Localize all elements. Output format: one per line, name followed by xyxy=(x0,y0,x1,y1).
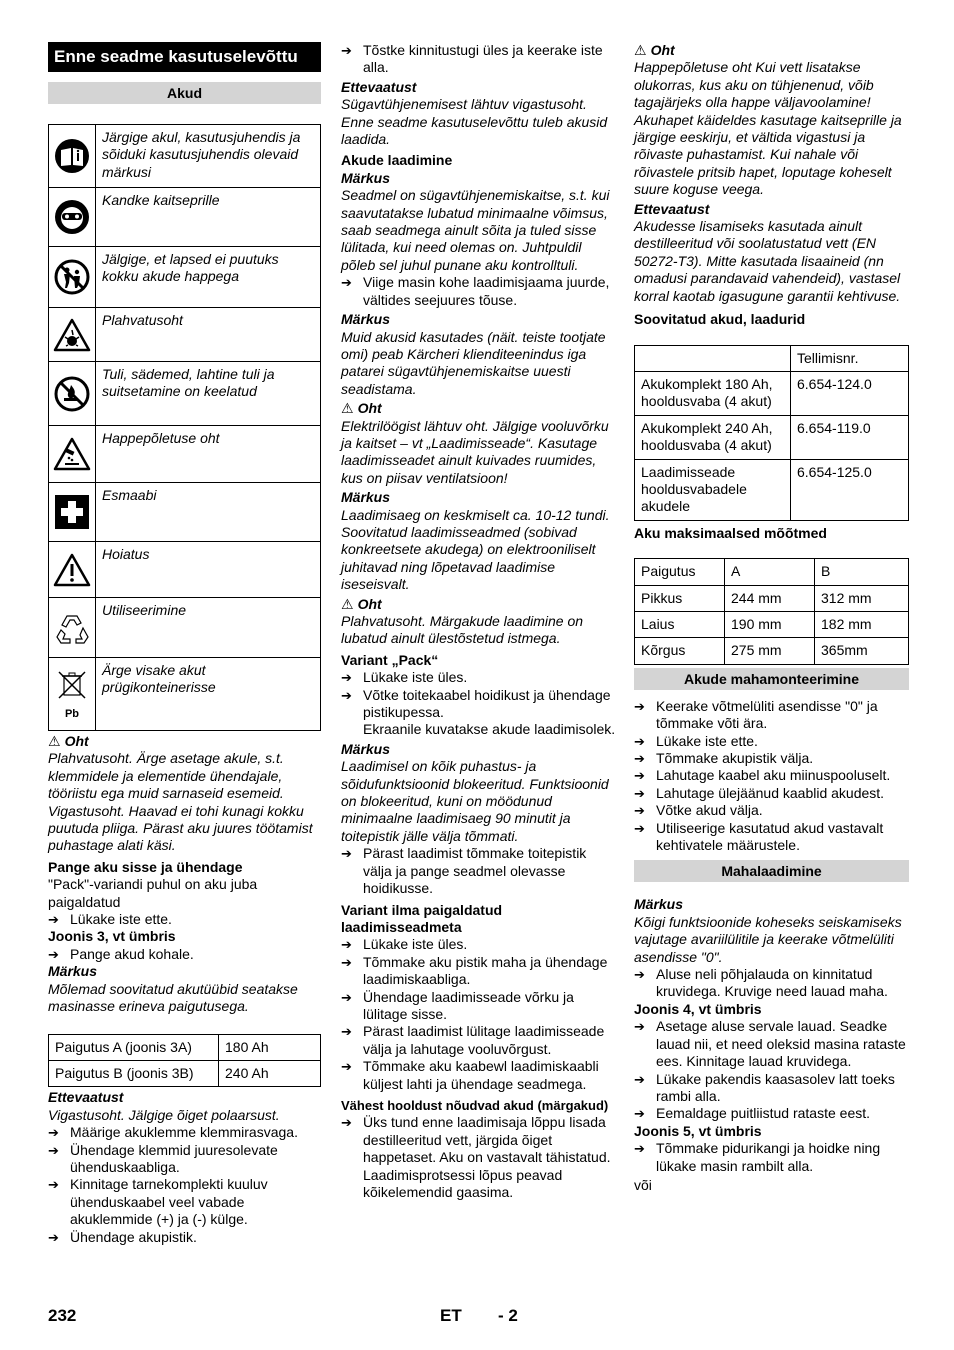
heading: Aku maksimaalsed mõõtmed xyxy=(634,524,827,541)
note-text: Kõigi funktsioonide koheseks seiskamiseks vajutage avariilülitile ja keerake võtmelüliti asendisse "0". xyxy=(634,913,902,965)
recycle-icon xyxy=(53,610,91,646)
symbol-row xyxy=(49,658,321,731)
section-akud: Akud xyxy=(48,82,321,104)
caution-label: Ettevaatust xyxy=(48,1089,124,1106)
step: ➔ Võtke akud välja. xyxy=(634,802,909,819)
note-label: Märkus xyxy=(341,169,391,186)
explosion-icon xyxy=(53,318,91,352)
manual-icon xyxy=(54,138,90,174)
section-mahalaadimine: Mahalaadimine xyxy=(634,860,909,882)
danger-text: Plahvatusoht. Ärge asetage akule, s.t. klemmidele ja elementide ühendajale, tööriistu ega muid sarnaseid esemeid. Vigastusoht. Haavad ei tohi kunagi kokku puutuda pliiga. Pärast aku juures töötamist puhastage alati käsi. xyxy=(48,750,313,854)
note-text: Seadmel on sügavtühjenemiskaitse, s.t. kui saavutatakse lubatud minimaalne võimsus, saab seadmega ainult sõita ja tuled sisse lülitada, kui need olemas on. Juhtpuldil põleb sel juhul punane aku kontrolltuli. xyxy=(341,187,610,273)
note-label: Märkus xyxy=(634,896,684,913)
heading: Variant „Pack“ xyxy=(341,651,439,668)
danger-text: Happepõletuse oht Kui vett lisatakse olukorras, kus aku on tühjenenud, võib tagajärjeks olla happe väljavoolamine! Akuhapet käideldes kasutage kaitseprille ja järgige eeskirju, et vältida vigastusi ja rõivaste puhastamist. Kui nahale või rõivastele pritsib hapet, loputage koheselt suure koguse veega. xyxy=(634,59,902,198)
column-3: ⚠ Oht Happepõletuse oht Kui vett lisatakse olukorras, kus aku on tühjenenud, võib tagajärjeks olla happe väljavoolamine! Akuhapet käideldes kasutage kaitseprille ja järgige eeskirju, et vältida vigastusi ja rõivaste puhastamist. Kui nahale või rõivastele pritsib hapet, loputage koheselt suure koguse veega. Ettevaatust Akudesse lisamiseks kasutada ainult destilleeritud või soolatustatud vett (EN 50272-T3). Mitte kasutada lisaaineid (nn omadusi parandavaid vahendeid), vastasel korral kaotab igasugune garantii kehtivuse. Soovitatud akud, laadurid Tellimisnr. Akukomplekt 180 Ah, hooldusvaba (4 akut) 6.654-124.0 Akukomplekt 240 Ah, hooldusvaba (4 akut) 6.654-119.0 Laadimisseade hooldusvabadele akudele 6.654-125.0 Aku maksimaalsed mõõtmed Paigutus A B Pikkus 244 mm 312 mm Laius 190 mm 182 mm Kõrgus 275 mm 365mm Akude mahamonteerimine ➔ Keerake võtmelüliti asendisse "0" ja tõmmake võti ära. ➔ Lükake iste ette. ➔ Tõmmake akupistik välja. ➔ Lahutage kaabel aku miinuspooluselt. ➔ Lahutage ülejäänud kaablid akudest. ➔ Võtke akud välja. ➔ Utiliseerige kasutatud akud vastavalt kehtivatele määrustele. Mahalaadimine Märkus Kõigi funktsioonide koheseks seiskamiseks vajutage avariilülitile ja keerake võtmelüliti asendisse "0". ➔ Aluse neli põhjalauda on kinnitatud kruvidega. Kruvige need lauad maha. Joonis 4, vt ümbris ➔ Asetage aluse servale lauad. Seadke lauad nii, et need oleksid masina rataste ees. Kinnitage lauad kruvidega. ➔ Lükake pakendis kaasasolev latt toeks rambi alla. ➔ Eemaldage puitliistud rataste eest. Joonis 5, vt ümbris ➔ Tõmmake pidurikangi ja hoidke ning lükake masin rambilt alla. või xyxy=(634,42,909,1194)
note-label: Märkus xyxy=(48,963,98,980)
step: ➔ Tõstke kinnitustugi üles ja keerake iste alla. xyxy=(341,42,616,77)
danger-text: Plahvatusoht. Märgakude laadimine on lubatud ainult ülestõstetud istmega. xyxy=(341,613,584,647)
note-label: Märkus xyxy=(341,740,391,757)
step: ➔ Viige masin kohe laadimisjaama juurde, vältides seejuures tõuse. xyxy=(341,274,616,309)
step: ➔ Määrige akuklemme klemmirasvaga. xyxy=(48,1124,321,1141)
paragraph: "Pack"-variandi puhul on aku juba paigaldatud xyxy=(48,876,258,910)
heading: Vähest hooldust nõudvad akud (märgakud) xyxy=(341,1097,609,1113)
symbol-text: Utiliseerimine xyxy=(96,598,321,658)
symbol-text: Kandke kaitseprille xyxy=(96,188,321,247)
result-text: Ekraanile kuvatakse akude laadimisolek. xyxy=(363,721,616,738)
step: ➔ Ühendage laadimisseade võrku ja lülitage sisse. xyxy=(341,989,616,1024)
step: ➔ Pange akud kohale. xyxy=(48,946,321,963)
step: ➔ Tõmmake aku pistik maha ja ühendage laadimiskaabliga. xyxy=(341,954,616,989)
table-row: Paigutus A B xyxy=(635,559,909,585)
step: ➔ Lükake iste üles. xyxy=(341,669,616,686)
caution-label: Ettevaatust xyxy=(634,200,710,217)
symbol-row xyxy=(49,483,321,542)
column-2: ➔ Tõstke kinnitustugi üles ja keerake iste alla. Ettevaatust Sügavtühjenemisest lähtuv vigastusoht. Enne seadme kasutuselevõttu tuleb akusid laadida. Akude laadimine Märkus Seadmel on sügavtühjenemiskaitse, s.t. kui saavutatakse lubatud minimaalne võimsus, saab seadmega ainult sõita ja tuled sisse lülitada, kui need olemas on. Juhtpuldil põleb sel juhul punane aku kontrolltuli. ➔ Viige masin kohe laadimisjaama juurde, vältides seejuures tõuse. Märkus Muid akusid kasutades (näit. teiste tootjate omi) peab Kärcheri klienditeenindus iga patarei sügavtühjenemiskaitse uuesti seadistama. ⚠ Oht Elektrilöögist lähtuv oht. Jälgige vooluvõrku ja kaitset – vt „Laadimisseade“. Kasutage laadimisseadet ainult kuivades ruumides, kus on piisav ventilatsioon! Märkus Laadimisaeg on keskmiselt ca. 10-12 tundi. Soovitatud laadimisseadmed (sobivad konkreetsete akudega) on elektrooniliselt juhitavad ning lõpetavad laadimise iseseisvalt. ⚠ Oht Plahvatusoht. Märgakude laadimine on lubatud ainult ülestõstetud istmega. Variant „Pack“ ➔ Lükake iste üles. ➔ Võtke toitekaabel hoidikust ja ühendage pistikupessa. Ekraanile kuvatakse akude laadimisolek. Märkus Laadimisel on kõik puhastus- ja sõidufunktsioonid blokeeritud. Funktsioonid on blokeeritud, kuni on möödunud minimaalne laadimisaeg 90 minutit ja toitepistik jälle välja tõmmati. ➔ Pärast laadimist tõmmake toitepistik välja ja pange seadmel olevasse hoidikusse. Variant ilma paigaldatud laadimisseadmeta ➔ Lükake iste üles. ➔ Tõmmake aku pistik maha ja ühendage laadimiskaabliga. ➔ Ühendage laadimisseade võrku ja lülitage sisse. ➔ Pärast laadimist lülitage laadimisseade välja ja lahutage vooluvõrgust. ➔ Tõmmake aku kaabewl laadimiskaabli küljest lahti ja ühendage seadmega. Vähest hooldust nõudvad akud (märgakud) ➔ Üks tund enne laadimisaja lõppu lisada destilleeritud vett, järgida õiget happetaset. Aku on vastavalt tähistatud. Laadimisprotsessi lõpus peavad kõikelemendid gaasima. xyxy=(341,42,616,1201)
step: ➔ Keerake võtmelüliti asendisse "0" ja tõmmake võti ära. xyxy=(634,698,909,733)
step: ➔ Tõmmake pidurikangi ja hoidke ning lükake masin rambilt alla. xyxy=(634,1140,909,1175)
note-text: Laadimisel on kõik puhastus- ja sõidufunktsioonid blokeeritud. Funktsioonid on blokeeritud, kuni on möödunud minimaalne laadimisaeg 90 minutit ja toitepistik jälle välja tõmmati. xyxy=(341,758,609,844)
symbol-row xyxy=(49,362,321,426)
caution-text: Akudesse lisamiseks kasutada ainult destilleeritud või soolatustatud vett (EN 50272-T3). Mitte kasutada lisaaineid (nn omadusi parandavaid vahendeid), vastasel korral kaotab igasugune garantii kehtivuse. xyxy=(634,218,901,304)
step: ➔ Üks tund enne laadimisaja lõppu lisada destilleeritud vett, järgida õiget happetaset. Aku on vastavalt tähistatud. Laadimisprotsessi lõpus peavad kõikelemendid gaasima. xyxy=(341,1114,616,1201)
step: ➔ Pärast laadimist tõmmake toitepistik välja ja pange seadmel olevasse hoidikusse. xyxy=(341,845,616,897)
table-row: Akukomplekt 180 Ah, hooldusvaba (4 akut) 6.654-124.0 xyxy=(635,371,909,415)
warning-triangle-icon: ⚠ xyxy=(341,595,354,612)
heading: Akude laadimine xyxy=(341,152,453,169)
note-text: Muid akusid kasutades (näit. teiste tootjate omi) peab Kärcheri klienditeenindus iga patarei sügavtühjenemiskaitse uuesti seadistama. xyxy=(341,328,606,397)
figure-ref: Joonis 5, vt ümbris xyxy=(634,1122,762,1139)
table-row: Paigutus A (joonis 3A) 180 Ah xyxy=(49,1034,321,1060)
acid-icon xyxy=(53,437,91,471)
note-text: Mõlemad soovitatud akutüübid seatakse masinasse erineva paigutusega. xyxy=(48,980,298,1015)
symbol-text: Tuli, sädemed, lahtine tuli ja suitsetamine on keelatud xyxy=(96,362,321,426)
first-aid-icon xyxy=(54,494,90,530)
page-sub-number: - 2 xyxy=(498,1306,518,1325)
step: ➔ Lükake iste üles. xyxy=(341,936,616,953)
symbol-row xyxy=(49,542,321,598)
heading: Pange aku sisse ja ühendage xyxy=(48,858,243,875)
table-row: Pikkus 244 mm 312 mm xyxy=(635,585,909,611)
dimensions-table xyxy=(634,558,909,665)
warning-triangle-icon: ⚠ xyxy=(48,733,61,749)
step: ➔ Pärast laadimist lülitage laadimisseade välja ja lahutage vooluvõrgust. xyxy=(341,1023,616,1058)
step: ➔ Eemaldage puitliistud rataste eest. xyxy=(634,1105,909,1122)
caution-text: Sügavtühjenemisest lähtuv vigastusoht. Enne seadme kasutuselevõttu tuleb akusid laadida. xyxy=(341,96,608,148)
section-mahamonteerimine: Akude mahamonteerimine xyxy=(634,668,909,690)
symbol-text: Hoiatus xyxy=(96,542,321,598)
no-fire-icon xyxy=(54,376,90,412)
step: ➔ Asetage aluse servale lauad. Seadke lauad nii, et need oleksid masina rataste ees. Kinnitage lauad kruvidega. xyxy=(634,1018,909,1070)
step: ➔ Utiliseerige kasutatud akud vastavalt kehtivatele määrustele. xyxy=(634,820,909,855)
note-label: Märkus xyxy=(341,489,391,506)
table-row: Akukomplekt 240 Ah, hooldusvaba (4 akut) 6.654-119.0 xyxy=(635,415,909,459)
warning-triangle-icon: ⚠ xyxy=(634,42,647,58)
note-label: Märkus xyxy=(341,311,391,328)
symbol-text: Plahvatusoht xyxy=(96,308,321,362)
symbol-row xyxy=(49,247,321,308)
no-bin-icon xyxy=(53,668,91,708)
step: ➔ Lükake iste ette. xyxy=(634,733,909,750)
language-code: ET xyxy=(440,1306,462,1325)
table-row: Tellimisnr. xyxy=(635,345,909,371)
step: ➔ Lahutage ülejäänud kaablid akudest. xyxy=(634,785,909,802)
table-row: Kõrgus 275 mm 365mm xyxy=(635,638,909,664)
note-text: Laadimisaeg on keskmiselt ca. 10-12 tundi. Soovitatud laadimisseadmed (sobivad konkreetsete akudega) on elektrooniliselt juhitavad ning lõpetavad laadimise iseseisvalt. xyxy=(341,506,610,593)
order-table xyxy=(634,345,909,521)
danger-text: Elektrilöögist lähtuv oht. Jälgige vooluvõrku ja kaitset – vt „Laadimisseade“. Kasutage laadimisseadet ainult kuivades ruumides, kus on piisav ventilatsioon! xyxy=(341,417,609,486)
warning-triangle-icon: ⚠ xyxy=(341,400,354,417)
pb-label: Pb xyxy=(64,708,80,720)
step: ➔ Lükake pakendis kaasasolev latt toeks rambi alla. xyxy=(634,1071,909,1106)
column-1: Enne seadme kasutuselevõttu Akud Järgige akul, kasutusjuhendis ja sõiduki kasutusjuhendis olevaid märkusi Kandke kaitseprille Jälgige, et lapsed ei puutuks kokku akude happega Plahvatusoht Tuli, sädemed, lahtine tuli ja suitsetamine on keelatud Happepõletuse oht Esmaabi Hoiatus Utiliseerimine Pb Ärge visake akut prügikonteinerisse ⚠ Oht Plahvatusoht. Ärge asetage akule, s.t. klemmidele ja elementide ühendajale, tööriistu ega muid sarnaseid esemeid. Vigastusoht. Haavad ei tohi kunagi kokku puutuda pliiga. Pärast aku juures töötamist puhastage alati käsi. Pange aku sisse ja ühendage "Pack"-variandi puhul on aku juba paigaldatud ➔ Lükake iste ette. Joonis 3, vt ümbris ➔ Pange akud kohale. Märkus Mõlemad soovitatud akutüübid seatakse masinasse erineva paigutusega. Paigutus A (joonis 3A) 180 Ah Paigutus B (joonis 3B) 240 Ah Ettevaatust Vigastusoht. Jälgige õiget polaarsust. ➔ Määrige akuklemme klemmirasvaga. ➔ Ühendage klemmid juuresolevate ühenduskaabliga. ➔ Kinnitage tarnekomplekti kuuluv ühenduskaabel veel vabade akuklemmide (+) ja (-) külge. ➔ Ühendage akupistik. xyxy=(48,42,321,1246)
step: ➔ Võtke toitekaabel hoidikust ja ühendage pistikupessa. xyxy=(341,687,616,722)
symbol-row xyxy=(49,308,321,362)
heading: Soovitatud akud, laadurid xyxy=(634,311,806,328)
step: ➔ Lahutage kaabel aku miinuspooluselt. xyxy=(634,767,909,784)
goggles-icon xyxy=(54,199,90,235)
table-row: Laius 190 mm 182 mm xyxy=(635,611,909,637)
paragraph: või xyxy=(634,1176,652,1193)
step: ➔ Kinnitage tarnekomplekti kuuluv ühenduskaabel veel vabade akuklemmide (+) ja (-) külge. xyxy=(48,1176,321,1228)
children-prohibited-icon xyxy=(54,259,90,295)
table-row: Paigutus B (joonis 3B) 240 Ah xyxy=(49,1060,321,1086)
symbol-text: Ärge visake akut prügikonteinerisse xyxy=(96,658,321,731)
symbol-text: Happepõletuse oht xyxy=(96,426,321,483)
step: ➔ Tõmmake aku kaabewl laadimiskaabli küljest lahti ja ühendage seadmega. xyxy=(341,1058,616,1093)
symbol-text: Esmaabi xyxy=(96,483,321,542)
figure-ref: Joonis 4, vt ümbris xyxy=(634,1000,762,1017)
symbol-row xyxy=(49,426,321,483)
step: ➔ Ühendage akupistik. xyxy=(48,1229,321,1246)
symbol-text: Jälgige, et lapsed ei puutuks kokku akude happega xyxy=(96,247,321,308)
caution-label: Ettevaatust xyxy=(341,78,417,95)
warning-icon xyxy=(53,553,91,587)
placement-table xyxy=(48,1034,321,1088)
figure-ref: Joonis 3, vt ümbris xyxy=(48,928,176,945)
heading: Variant ilma paigaldatud laadimisseadmeta xyxy=(341,901,503,935)
step: ➔ Tõmmake akupistik välja. xyxy=(634,750,909,767)
table-row: Laadimisseade hooldusvabadele akudele 6.654-125.0 xyxy=(635,459,909,520)
symbol-row xyxy=(49,598,321,658)
step: ➔ Aluse neli põhjalauda on kinnitatud kruvidega. Kruvige need lauad maha. xyxy=(634,966,909,1001)
symbol-row xyxy=(49,125,321,188)
symbol-table xyxy=(48,124,321,731)
caution-text: Vigastusoht. Jälgige õiget polaarsust. xyxy=(48,1106,280,1123)
page-title: Enne seadme kasutuselevõttu xyxy=(48,42,321,72)
page-number: 232 xyxy=(48,1306,77,1325)
step: ➔ Ühendage klemmid juuresolevate ühenduskaabliga. xyxy=(48,1142,321,1177)
symbol-row xyxy=(49,188,321,247)
step: ➔ Lükake iste ette. xyxy=(48,911,321,928)
symbol-text: Järgige akul, kasutusjuhendis ja sõiduki kasutusjuhendis olevaid märkusi xyxy=(96,125,321,188)
